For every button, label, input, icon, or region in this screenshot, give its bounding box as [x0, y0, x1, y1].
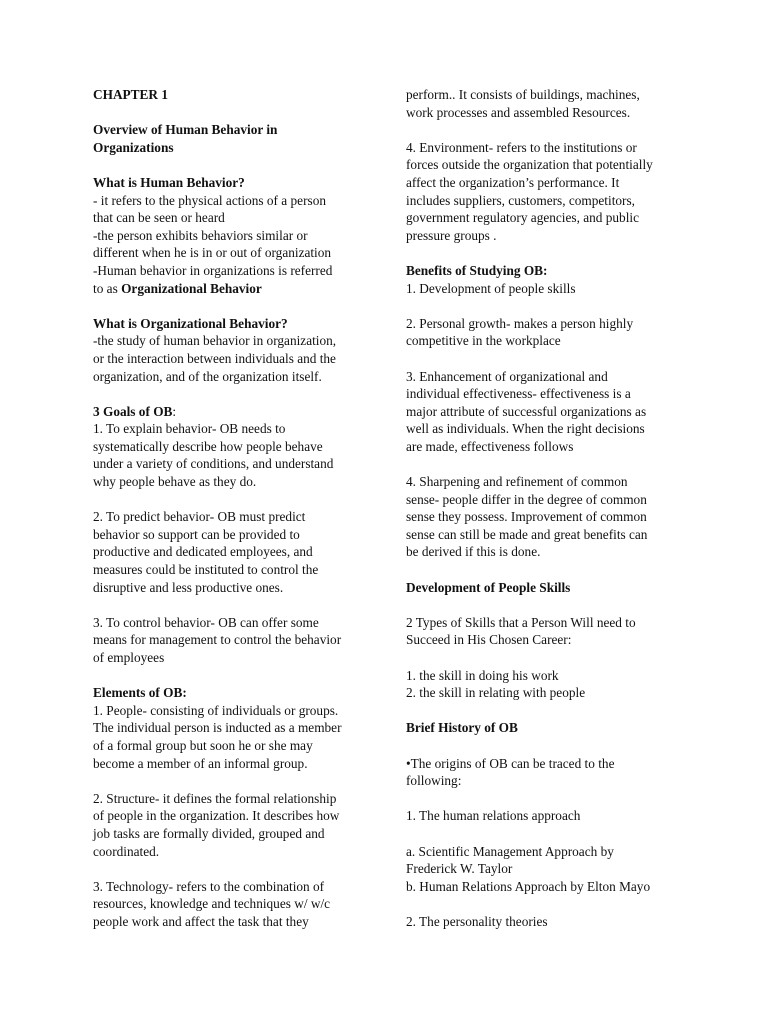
skill-item: 1. the skill in doing his work [406, 667, 559, 683]
goals-heading: 3 Goals of OB [93, 403, 173, 419]
elements-heading: Elements of OB: [93, 685, 187, 701]
chapter-title: CHAPTER 1 [93, 87, 168, 102]
org-behavior-heading: What is Organizational Behavior? [93, 315, 288, 331]
origins-text: •The origins of OB can be traced to the [406, 755, 615, 771]
skill-types-text: 2 Types of Skills that a Person Will need to [406, 614, 636, 630]
approach-item: Frederick W. Taylor [406, 861, 513, 877]
overview-heading-line-2: Organizations [93, 139, 174, 155]
benefit-1-text: 1. Development of people skills [406, 280, 576, 296]
human-behavior-text: different when he is in or out of organization [93, 245, 332, 261]
human-behavior-text-last [93, 280, 368, 298]
element-4-text: 4. Environment- refers to the institutions or [406, 139, 637, 155]
element-3-text: resources, knowledge and techniques w/ w/c [93, 896, 331, 912]
element-2-text: 2. Structure- it defines the formal relationship [93, 790, 337, 806]
skill-types-text: Succeed in His Chosen Career: [406, 632, 572, 648]
people-skills-heading: Development of People Skills [406, 579, 571, 595]
benefit-4-text: be derived if this is done. [406, 544, 541, 560]
element-1-text: 1. People- consisting of individuals or groups. [93, 702, 339, 718]
goal-2-text: behavior so support can be provided to [93, 526, 300, 542]
element-3-text: people work and affect the task that they [93, 913, 309, 929]
goal-1-text: systematically describe how people behave [93, 438, 323, 454]
element-2-text: of people in the organization. It describes how [93, 808, 340, 824]
element-3-text: 3. Technology- refers to the combination of [93, 878, 325, 894]
right-column [406, 86, 686, 931]
benefit-2-text: competitive in the workplace [406, 333, 561, 349]
left-column [93, 86, 368, 931]
element-1-text: become a member of an informal group. [93, 755, 308, 771]
goal-2-text: 2. To predict behavior- OB must predict [93, 509, 306, 525]
org-behavior-text: -the study of human behavior in organization, [93, 333, 337, 349]
element-1-text: The individual person is inducted as a member [93, 720, 342, 736]
org-behavior-text: or the interaction between individuals and the [93, 350, 336, 366]
benefit-4-text: 4. Sharpening and refinement of common [406, 474, 628, 490]
benefit-4-text: sense they possess. Improvement of common [406, 509, 647, 525]
goal-3-text: of employees [93, 650, 165, 665]
benefit-3-text: major attribute of successful organizations as [406, 403, 647, 419]
organizational-behavior-term: Organizational Behavior [121, 280, 262, 296]
element-1-text: of a formal group but soon he or she may [93, 737, 313, 753]
element-3-continued: perform.. It consists of buildings, machines, [406, 87, 640, 102]
goal-3-text: means for management to control the behavior [93, 632, 342, 648]
skill-item: 2. the skill in relating with people [406, 685, 586, 701]
element-3-continued: work processes and assembled Resources. [406, 104, 631, 120]
goal-2-text: productive and dedicated employees, and [93, 544, 313, 560]
element-4-text: affect the organization’s performance. It [406, 174, 620, 190]
personality-theories: 2. The personality theories [406, 913, 548, 929]
goals-heading-line [93, 403, 368, 421]
human-behavior-text-prefix: to as [93, 280, 122, 296]
benefits-heading: Benefits of Studying OB: [406, 262, 548, 278]
element-4-text: government regulatory agencies, and public [406, 210, 639, 226]
goal-2-text: disruptive and less productive ones. [93, 579, 284, 595]
element-4-text: pressure groups . [406, 227, 497, 243]
benefit-3-text: 3. Enhancement of organizational and [406, 368, 608, 384]
goals-colon: : [172, 403, 177, 419]
org-behavior-text: organization, and of the organization itself. [93, 368, 322, 384]
goal-3-text: 3. To control behavior- OB can offer some [93, 614, 319, 630]
human-relations-approach: 1. The human relations approach [406, 808, 581, 824]
approach-item: a. Scientific Management Approach by [406, 843, 614, 859]
origins-text: following: [406, 773, 462, 789]
goal-1-text: under a variety of conditions, and understand [93, 456, 334, 472]
benefit-4-text: sense can still be made and great benefits can [406, 526, 648, 542]
approach-item: b. Human Relations Approach by Elton Mayo [406, 878, 651, 894]
benefit-3-text: well as individuals. When the right decisions [406, 421, 645, 437]
history-heading: Brief History of OB [406, 720, 518, 736]
goal-1-text: 1. To explain behavior- OB needs to [93, 421, 286, 437]
element-4-text: includes suppliers, customers, competitors, [406, 192, 635, 208]
human-behavior-heading: What is Human Behavior? [93, 174, 245, 190]
element-2-text: coordinated. [93, 843, 160, 859]
human-behavior-text: that can be seen or heard [93, 210, 225, 226]
element-4-text: forces outside the organization that potentially [406, 157, 653, 173]
element-2-text: job tasks are formally divided, grouped and [93, 825, 325, 841]
human-behavior-text: -the person exhibits behaviors similar or [93, 227, 308, 243]
human-behavior-text: - it refers to the physical actions of a person [93, 192, 326, 208]
human-behavior-text: -Human behavior in organizations is referred [93, 262, 333, 278]
benefit-4-text: sense- people differ in the degree of common [406, 491, 647, 507]
goal-1-text: why people behave as they do. [93, 474, 257, 490]
benefit-3-text: individual effectiveness- effectiveness is a [406, 386, 631, 402]
goal-2-text: measures could be instituted to control the [93, 562, 319, 578]
benefit-3-text: are made, effectiveness follows [406, 438, 574, 454]
benefit-2-text: 2. Personal growth- makes a person highly [406, 315, 634, 331]
overview-heading-line-1: Overview of Human Behavior in [93, 122, 278, 138]
